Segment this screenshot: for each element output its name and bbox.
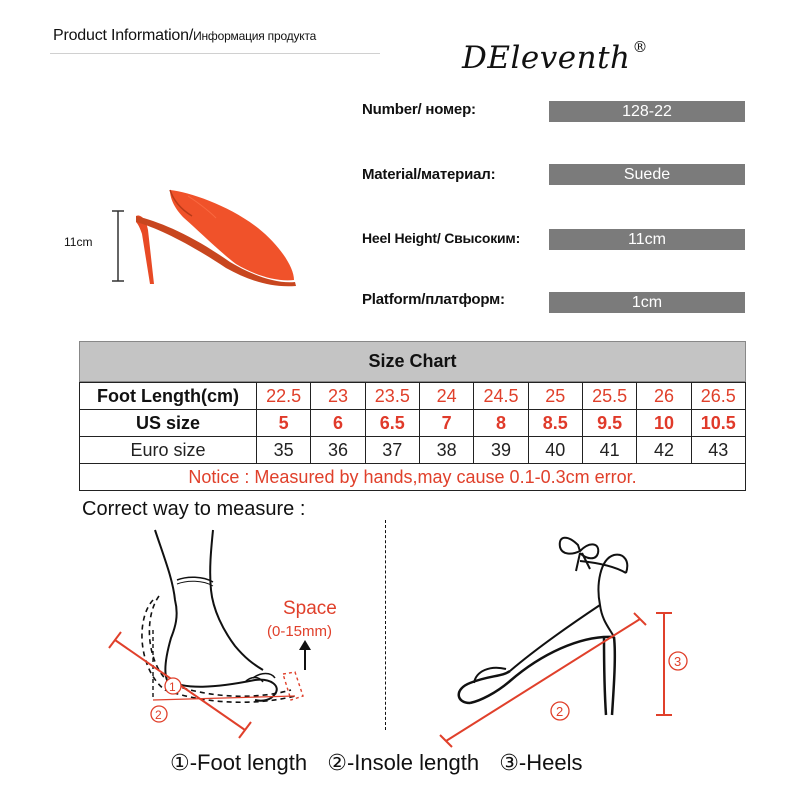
product-information-en: Product Information/ (53, 27, 194, 44)
measure-title: Correct way to measure : (82, 498, 306, 520)
table-cell: 9.5 (582, 410, 636, 437)
table-row-us-size (80, 410, 746, 437)
table-cell: 24.5 (474, 383, 528, 410)
orange-mule-shoe-icon (130, 188, 300, 288)
height-bracket (108, 210, 128, 282)
table-cell: 24 (419, 383, 473, 410)
row-label: US size (80, 410, 257, 437)
table-cell: 36 (311, 437, 365, 464)
table-cell: 43 (691, 437, 745, 464)
table-cell: 35 (257, 437, 311, 464)
spec-material-label: Material/материал: (362, 166, 496, 183)
spec-number-value: 128-22 (549, 101, 745, 122)
space-label: Space (283, 598, 337, 619)
size-table (79, 382, 746, 491)
spec-material-value: Suede (549, 164, 745, 185)
header-divider (50, 53, 380, 54)
section-divider (385, 520, 386, 730)
brand-name: DEleventh (462, 40, 631, 76)
table-cell: 22.5 (257, 383, 311, 410)
spec-heel-height-value: 11cm (549, 229, 745, 250)
table-cell: 39 (474, 437, 528, 464)
product-image (60, 180, 300, 290)
spec-heel-height-label: Heel Height/ Свысоким: (362, 230, 521, 246)
table-row-foot-length (80, 383, 746, 410)
marker-1: 1 (169, 680, 176, 694)
marker-2-heel: 2 (556, 704, 564, 719)
marker-3: 3 (674, 654, 682, 669)
legend-foot-length: ①-Foot length (170, 750, 308, 775)
size-chart-title: Size Chart (79, 341, 746, 382)
table-cell: 8 (474, 410, 528, 437)
table-cell: 10 (637, 410, 691, 437)
table-row-notice (80, 464, 746, 491)
measurement-notice: Notice : Measured by hands,may cause 0.1-0.3cm error. (80, 464, 746, 491)
height-label: 11cm (64, 235, 93, 249)
table-cell: 25.5 (582, 383, 636, 410)
brand-logo (462, 38, 648, 76)
table-cell: 8.5 (528, 410, 582, 437)
table-row-euro-size (80, 437, 746, 464)
table-cell: 42 (637, 437, 691, 464)
registered-mark: ® (632, 38, 648, 56)
table-cell: 37 (365, 437, 419, 464)
table-cell: 26.5 (691, 383, 745, 410)
product-information-title (53, 27, 316, 45)
row-label: Euro size (80, 437, 257, 464)
table-cell: 6 (311, 410, 365, 437)
table-cell: 10.5 (691, 410, 745, 437)
size-chart (79, 341, 746, 495)
table-cell: 40 (528, 437, 582, 464)
row-label: Foot Length(cm) (80, 383, 257, 410)
spec-number-label: Number/ номер: (362, 101, 476, 118)
spec-platform-label: Platform/платформ: (362, 291, 505, 308)
table-cell: 7 (419, 410, 473, 437)
heel-measure-diagram (430, 525, 710, 750)
table-cell: 25 (528, 383, 582, 410)
space-range-label: (0-15mm) (267, 623, 333, 640)
table-cell: 38 (419, 437, 473, 464)
table-cell: 26 (637, 383, 691, 410)
product-information-ru: Информация продукта (193, 29, 317, 43)
table-cell: 23.5 (365, 383, 419, 410)
legend-heels: ③-Heels (499, 750, 583, 775)
table-cell: 6.5 (365, 410, 419, 437)
foot-measure-diagram (95, 520, 385, 750)
table-cell: 23 (311, 383, 365, 410)
legend-insole-length: ②-Insole length (327, 750, 480, 775)
table-cell: 5 (257, 410, 311, 437)
spec-platform-value: 1cm (549, 292, 745, 313)
marker-2: 2 (155, 708, 162, 722)
measure-legend (170, 750, 596, 776)
table-cell: 41 (582, 437, 636, 464)
